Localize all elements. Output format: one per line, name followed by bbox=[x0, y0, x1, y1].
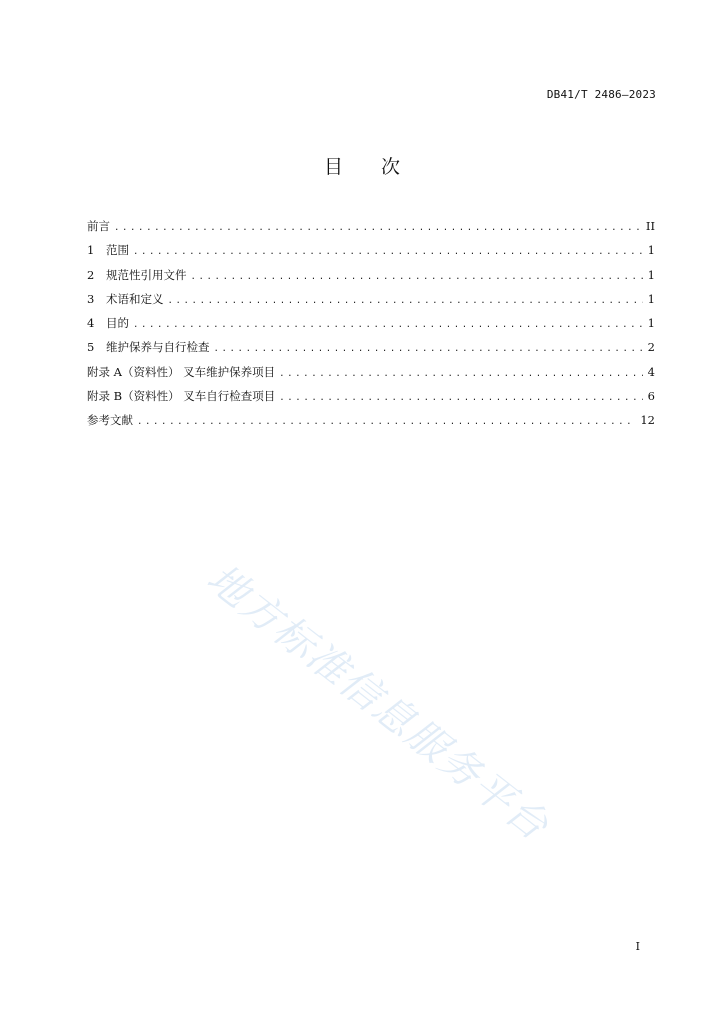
toc-leader bbox=[114, 223, 642, 233]
toc-number: 5 bbox=[87, 340, 95, 355]
toc-leader bbox=[279, 369, 643, 379]
toc-label: 术语和定义 bbox=[106, 291, 164, 306]
toc-page: 2 bbox=[647, 340, 655, 355]
toc-leader bbox=[279, 393, 643, 403]
watermark: 地方标准信息服务平台 bbox=[198, 555, 558, 851]
toc-entry-purpose[interactable] bbox=[87, 315, 655, 339]
toc-entry-scope[interactable] bbox=[87, 242, 655, 266]
toc-entry-maintenance-inspection[interactable] bbox=[87, 339, 655, 363]
toc-page: 1 bbox=[647, 267, 655, 282]
toc-page: 6 bbox=[647, 389, 655, 404]
toc-leader bbox=[168, 296, 644, 306]
toc-entry-terms-definitions[interactable] bbox=[87, 291, 655, 315]
toc-label: 参考文献 bbox=[87, 413, 133, 428]
toc-page: 1 bbox=[647, 291, 655, 306]
toc-page: 1 bbox=[647, 243, 655, 258]
document-code: DB41/T 2486—2023 bbox=[546, 88, 656, 101]
title-char-1: 目 bbox=[323, 156, 343, 178]
toc-label: 规范性引用文件 bbox=[106, 267, 187, 282]
toc-entry-normative-references[interactable] bbox=[87, 267, 655, 291]
toc-page: 4 bbox=[647, 364, 655, 379]
toc-leader bbox=[133, 247, 643, 257]
toc-label: 范围 bbox=[106, 243, 129, 258]
toc-label: 附录 A（资料性） 叉车维护保养项目 bbox=[87, 364, 276, 379]
page-title bbox=[0, 152, 724, 179]
toc-entry-appendix-a[interactable] bbox=[87, 364, 655, 388]
toc-number: 4 bbox=[87, 316, 95, 331]
toc-page: II bbox=[645, 219, 655, 233]
toc-leader bbox=[133, 320, 643, 330]
toc-label: 附录 B（资料性） 叉车自行检查项目 bbox=[87, 389, 276, 404]
toc-entry-appendix-b[interactable] bbox=[87, 388, 655, 412]
toc-leader bbox=[214, 344, 644, 354]
toc-label: 维护保养与自行检查 bbox=[106, 340, 210, 355]
toc-entry-bibliography[interactable] bbox=[87, 412, 655, 436]
toc-page: 12 bbox=[640, 413, 655, 428]
toc-page: 1 bbox=[647, 316, 655, 331]
title-char-2: 次 bbox=[381, 156, 401, 178]
toc-leader bbox=[137, 417, 636, 427]
toc-number: 1 bbox=[87, 243, 95, 258]
toc-entry-foreword[interactable] bbox=[87, 218, 655, 242]
toc-number: 3 bbox=[87, 291, 95, 306]
page-number: I bbox=[635, 940, 640, 953]
toc-label: 前言 bbox=[87, 219, 110, 233]
table-of-contents bbox=[87, 218, 655, 437]
toc-label: 目的 bbox=[106, 316, 129, 331]
toc-number: 2 bbox=[87, 267, 95, 282]
toc-leader bbox=[191, 272, 644, 282]
